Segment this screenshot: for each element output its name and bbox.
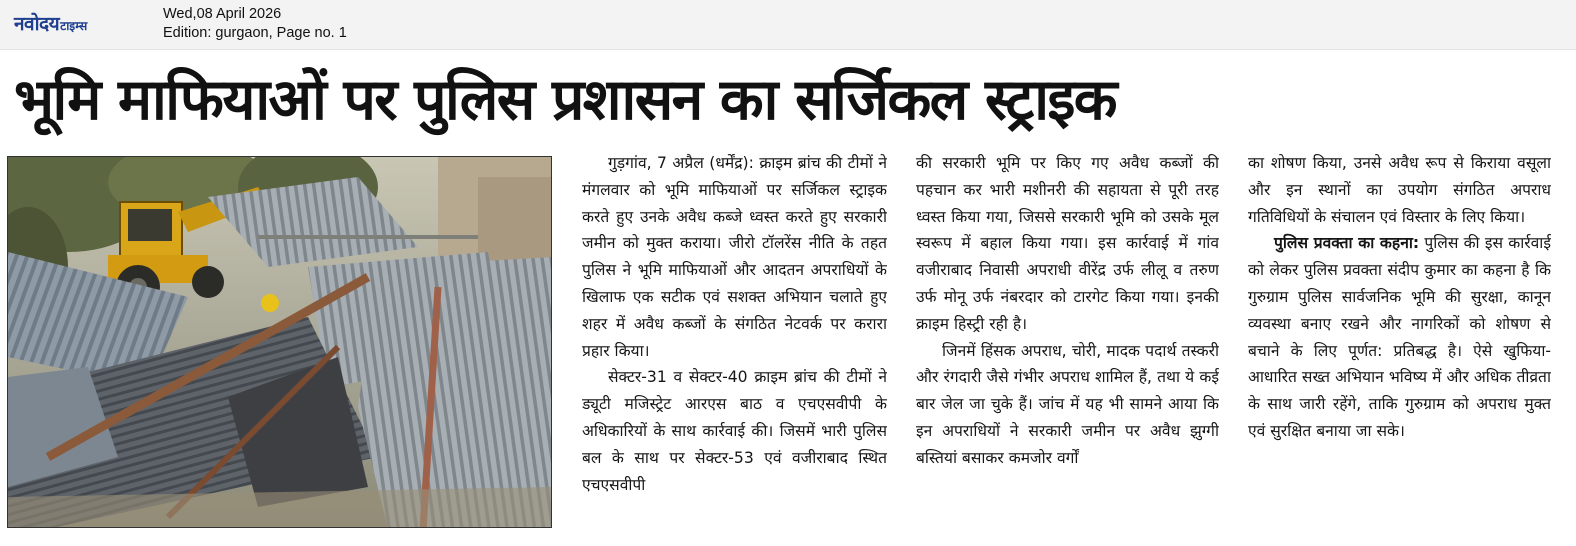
spokesperson-text: पुलिस की इस कार्रवाई को लेकर पुलिस प्रवक्ता संदीप कुमार का कहना है कि गुरुग्राम पुलिस सार्वजनिक भूमि की सुरक्षा, कानून व्यवस्था बनाए रखने और नागरिकों को शोषण से बचाने के लिए पूर्णत: प्रतिबद्ध है। ऐसे खुफिया-आधारित सख्त अभियान भविष्य में और अधिक तीव्रता के साथ जारी रहेंगे, ताकि गुरुग्राम को अपराध मुक्त एवं सुरक्षित बनाया जा सके। xyxy=(1248,234,1551,440)
article-headline: भूमि माफियाओं पर पुलिस प्रशासन का सर्जिकल स्ट्राइक xyxy=(14,67,1116,133)
article-paragraph: गुड़गांव, 7 अप्रैल (धर्मेंद्र): क्राइम ब्रांच की टीमों ने मंगलवार को भूमि माफियाओं पर सर्जिकल स्ट्राइक करते हुए उनके अवैध कब्जे ध्वस्त करते हुए सरकारी जमीन को मुक्त कराया। जीरो टॉलरेंस नीति के तहत पुलिस ने भूमि माफियाओं और आदतन अपराधियों के खिलाफ एक सटीक एवं सशक्त अभियान चलाते हुए शहर में अवैध कब्जों के संगठित नेटवर्क पर करारा प्रहार किया। xyxy=(582,154,887,360)
masthead-bar xyxy=(0,0,1576,50)
edition-info xyxy=(163,5,347,43)
article-column-2 xyxy=(916,150,1219,472)
article-column-1 xyxy=(582,150,887,498)
logo-sub-text: टाइम्स xyxy=(60,19,88,33)
demolition-photo xyxy=(7,156,552,528)
newspaper-logo[interactable] xyxy=(14,10,87,36)
article-column-3 xyxy=(1248,150,1551,445)
logo-main-text: नवोदय xyxy=(14,13,60,35)
demolition-photo-image xyxy=(8,157,552,528)
edition-page: Edition: gurgaon, Page no. 1 xyxy=(163,25,347,41)
article-paragraph: का शोषण किया, उनसे अवैध रूप से किराया वसूला और इन स्थानों का उपयोग संगठित अपराध गतिविधियों के संचालन एवं विस्तार के लिए किया। xyxy=(1248,154,1551,226)
article-paragraph: की सरकारी भूमि पर किए गए अवैध कब्जों की पहचान कर भारी मशीनरी की सहायता से पूरी तरह ध्वस्त किया गया, जिससे सरकारी भूमि को उसके मूल स्वरूप में बहाल किया गया। इस कार्रवाई में गांव वजीराबाद निवासी अपराधी वीरेंद्र उर्फ लीलू व तरुण उर्फ मोनू उर्फ नंबरदार को टारगेट किया गया। इनकी क्राइम हिस्ट्री रही है। xyxy=(916,154,1219,333)
article-paragraph xyxy=(1248,230,1551,444)
article-paragraph: जिनमें हिंसक अपराध, चोरी, मादक पदार्थ तस्करी और रंगदारी जैसे गंभीर अपराध शामिल हैं, तथा ये कई बार जेल जा चुके हैं। जांच में यह भी सामने आया कि इन अपराधियों ने सरकारी जमीन पर अवैध झुग्गी बस्तियां बसाकर कमजोर वर्गों xyxy=(916,341,1219,467)
article-paragraph: सेक्टर-31 व सेक्टर-40 क्राइम ब्रांच की टीमों ने ड्यूटी मजिस्ट्रेट आरएस बाठ व एचएसवीपी के अधिकारियों के साथ कार्रवाई की। जिसमें भारी पुलिस बल के साथ पर सेक्टर-53 एवं वजीराबाद स्थित एचएसवीपी xyxy=(582,368,887,494)
spokesperson-subhead: पुलिस प्रवक्ता का कहना: xyxy=(1274,234,1420,253)
issue-date: Wed,08 April 2026 xyxy=(163,6,282,22)
